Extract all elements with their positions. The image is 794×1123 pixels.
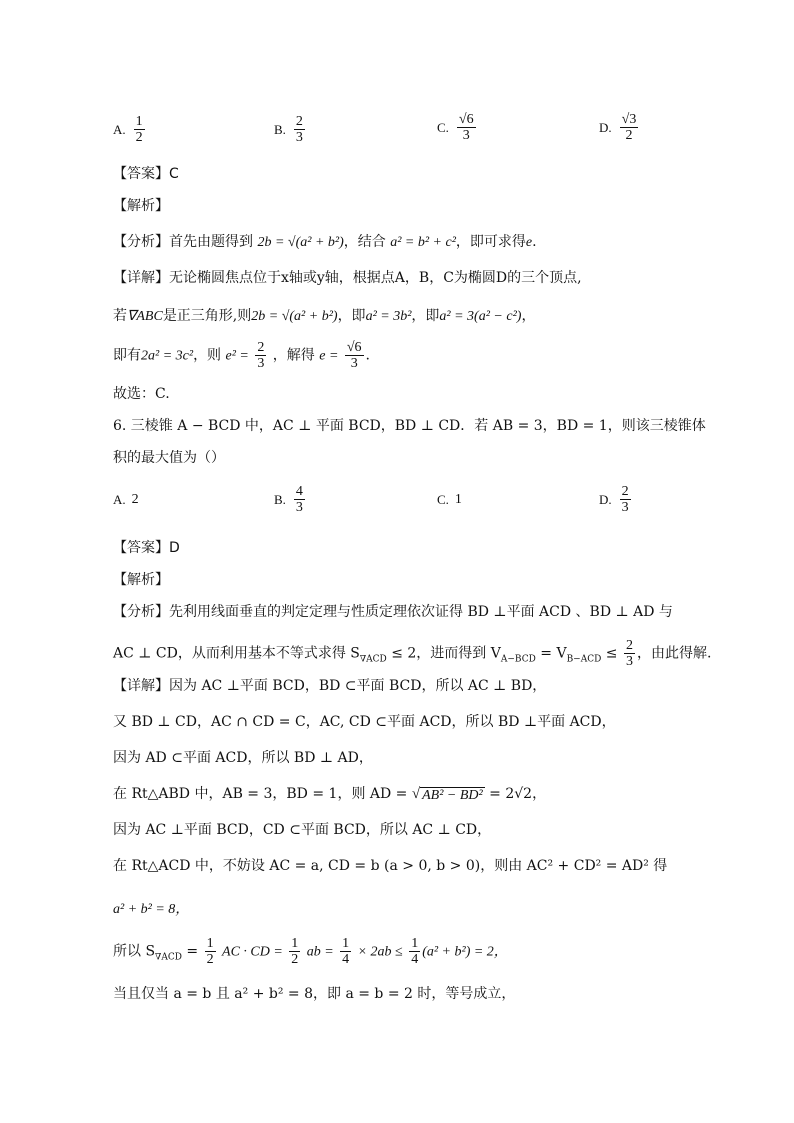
fraction: $\frac{1}{2}$ [206, 936, 214, 967]
q6-detail-3: 因为 AD ⊂平面 ACD，所以 BD ⊥ AD， [113, 750, 373, 766]
q5-option-a: A. $\frac{1}{2}$ [113, 114, 143, 145]
q6-detail-8: 所以 $S_{\nabla ACD}$ = $\frac{1}{2}$ AC · CD = $\frac{1}{2}$ ab = $\frac{1}{4}$ × 2ab ≤ $\frac{1}{4}$ (a² + b²) = 2， [113, 936, 508, 967]
q6-option-b: B. $\frac{4}{3}$ [274, 484, 303, 515]
q6-answer: 【答案】D [113, 540, 180, 556]
q5-fenxi: 【分析】首先由题得到 2b = √(a² + b²)，结合 a² = b² + c²，即可求得e. [113, 234, 537, 250]
q6-stem-2: 积的最大值为（） [113, 450, 225, 466]
fraction: $\frac{2}{3}$ [625, 638, 633, 669]
q5-detail-1: 【详解】无论椭圆焦点位于x轴或y轴，根据点A，B，C为椭圆D的三个顶点, [113, 270, 582, 286]
fraction: $\frac{4}{3}$ [295, 484, 303, 515]
fraction: $\frac{2}{3}$ [295, 114, 303, 145]
q6-option-d: D. $\frac{2}{3}$ [599, 484, 629, 515]
fraction: $\frac{1}{4}$ [411, 936, 419, 967]
fraction: $\frac{√3}{2}$ [621, 112, 637, 143]
q5-detail-2: 若∇ABC是正三角形,则2b = √(a² + b²)，即a² = 3b²，即a² = 3(a² − c²)， [113, 308, 536, 324]
fraction: $\frac{√6}{3}$ [458, 112, 474, 143]
q5-choose: 故选：C. [113, 386, 170, 402]
fraction: $\frac{1}{4}$ [342, 936, 350, 967]
q6-option-a: A. 2 [113, 492, 139, 507]
q6-detail-2: 又 BD ⊥ CD，AC ∩ CD = C，AC, CD ⊂平面 ACD，所以 BD ⊥平面 ACD， [113, 714, 616, 730]
q6-detail-5: 因为 AC ⊥平面 BCD，CD ⊂平面 BCD，所以 AC ⊥ CD， [113, 822, 492, 838]
fraction: $\frac{1}{2}$ [291, 936, 299, 967]
q6-fenxi-1: 【分析】先利用线面垂直的判定定理与性质定理依次证得 BD ⊥平面 ACD 、BD ⊥ AD 与 [113, 604, 673, 620]
q5-option-b: B. $\frac{2}{3}$ [274, 114, 303, 145]
fraction: $\frac{2}{3}$ [257, 340, 265, 371]
q6-detail-6: 在 Rt△ACD 中，不妨设 AC = a, CD = b (a > 0, b > 0)，则由 AC² + CD² = AD² 得 [113, 858, 668, 874]
fraction: $\frac{2}{3}$ [621, 484, 629, 515]
q5-option-c: C. $\frac{√6}{3}$ [437, 112, 474, 143]
q5-answer: 【答案】C [113, 166, 179, 182]
q6-stem-1: 6. 三棱锥 A − BCD 中，AC ⊥ 平面 BCD，BD ⊥ CD．若 AB = 3，BD = 1，则该三棱锥体 [113, 418, 706, 434]
q6-detail-9: 当且仅当 a = b 且 a² + b² = 8，即 a = b = 2 时，等号成立， [113, 986, 516, 1002]
q6-detail-7: a² + b² = 8， [113, 902, 190, 917]
fraction: $\frac{1}{2}$ [135, 114, 143, 145]
sqrt: √ AB² − BD² [411, 786, 483, 803]
q6-option-c: C. 1 [437, 492, 462, 507]
q5-detail-3: 即有2a² = 3c²，则 e² = $\frac{2}{3}$ ，解得 e = $\frac{√6}{3}$ . [113, 340, 370, 371]
q6-detail-4: 在 Rt△ABD 中，AB = 3，BD = 1，则 AD = √ AB² − BD² = 2√2， [113, 786, 547, 803]
q6-detail-1: 【详解】因为 AC ⊥平面 BCD，BD ⊂平面 BCD，所以 AC ⊥ BD， [113, 678, 547, 694]
q6-fenxi-2: AC ⊥ CD，从而利用基本不等式求得 $S_{\nabla ACD} \le 2$，进而得到 $V_{A-BCD} = V_{B-ACD}$ ≤ $\frac{2}{3}$ ，由此得解. [113, 638, 712, 669]
q5-option-d: D. $\frac{√3}{2}$ [599, 112, 637, 143]
fraction: $\frac{√6}{3}$ [346, 340, 362, 371]
q5-jiexi-label: 【解析】 [113, 198, 169, 214]
q6-jiexi-label: 【解析】 [113, 572, 169, 588]
